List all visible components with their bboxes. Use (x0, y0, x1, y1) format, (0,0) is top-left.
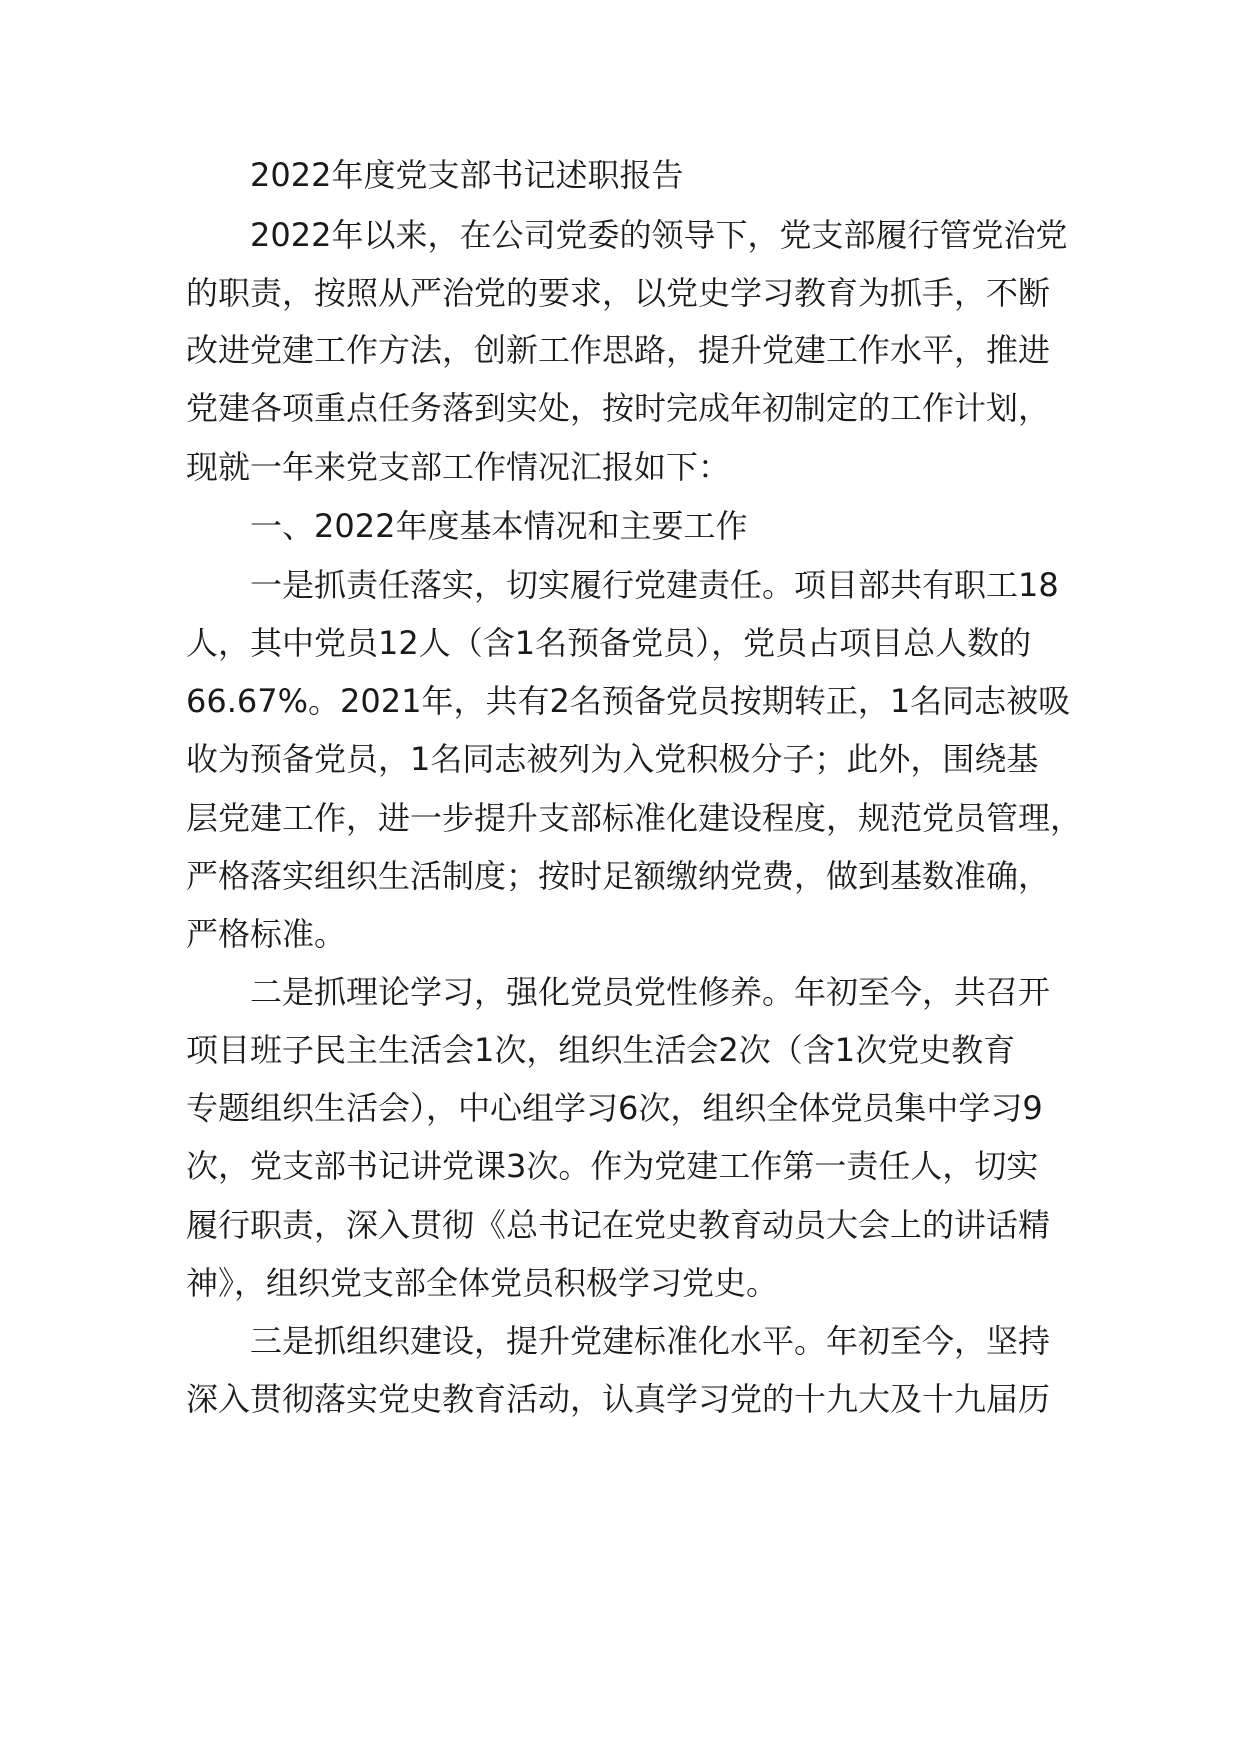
section-heading: 一、2022年度基本情况和主要工作 (250, 507, 748, 545)
paragraph-line: 人，其中党员12人（含1名预备党员），党员占项目总人数的 (186, 624, 1032, 662)
paragraph-line: 履行职责，深入贯彻《总书记在党史教育动员大会上的讲话精 (186, 1206, 1051, 1244)
paragraph-line: 次，党支部书记讲党课3次。作为党建工作第一责任人，切实 (186, 1147, 1039, 1185)
intro-line: 改进党建工作方法，创新工作思路，提升党建工作水平，推进 (186, 331, 1051, 369)
paragraph-line: 层党建工作，进一步提升支部标准化建设程度，规范党员管理， (186, 799, 1083, 837)
intro-line: 现就一年来党支部工作情况汇报如下： (186, 448, 731, 486)
paragraph-line: 二是抓理论学习，强化党员党性修养。年初至今，共召开 (250, 973, 1051, 1011)
paragraph-line: 严格标准。 (186, 915, 347, 953)
paragraph-line: 深入贯彻落实党史教育活动，认真学习党的十九大及十九届历 (186, 1380, 1051, 1418)
intro-line: 2022年以来，在公司党委的领导下，党支部履行管党治党 (250, 216, 1068, 254)
paragraph-line: 专题组织生活会），中心组学习6次，组织全体党员集中学习9 (186, 1089, 1043, 1127)
paragraph-line: 收为预备党员，1名同志被列为入党积极分子；此外，围绕基 (186, 740, 1039, 778)
paragraph-line: 66.67%。2021年，共有2名预备党员按期转正，1名同志被吸 (186, 682, 1071, 720)
paragraph-line: 三是抓组织建设，提升党建标准化水平。年初至今，坚持 (250, 1322, 1051, 1360)
paragraph-line: 项目班子民主生活会1次，组织生活会2次（含1次党史教育 (186, 1031, 1016, 1069)
paragraph-line: 严格落实组织生活制度；按时足额缴纳党费，做到基数准确， (186, 857, 1051, 895)
document-title: 2022年度党支部书记述职报告 (250, 156, 684, 194)
intro-line: 的职责，按照从严治党的要求，以党史学习教育为抓手，不断 (186, 274, 1051, 312)
intro-line: 党建各项重点任务落到实处，按时完成年初制定的工作计划， (186, 389, 1051, 427)
paragraph-line: 一是抓责任落实，切实履行党建责任。项目部共有职工18 (250, 566, 1059, 604)
paragraph-line: 神》，组织党支部全体党员积极学习党史。 (186, 1264, 779, 1302)
